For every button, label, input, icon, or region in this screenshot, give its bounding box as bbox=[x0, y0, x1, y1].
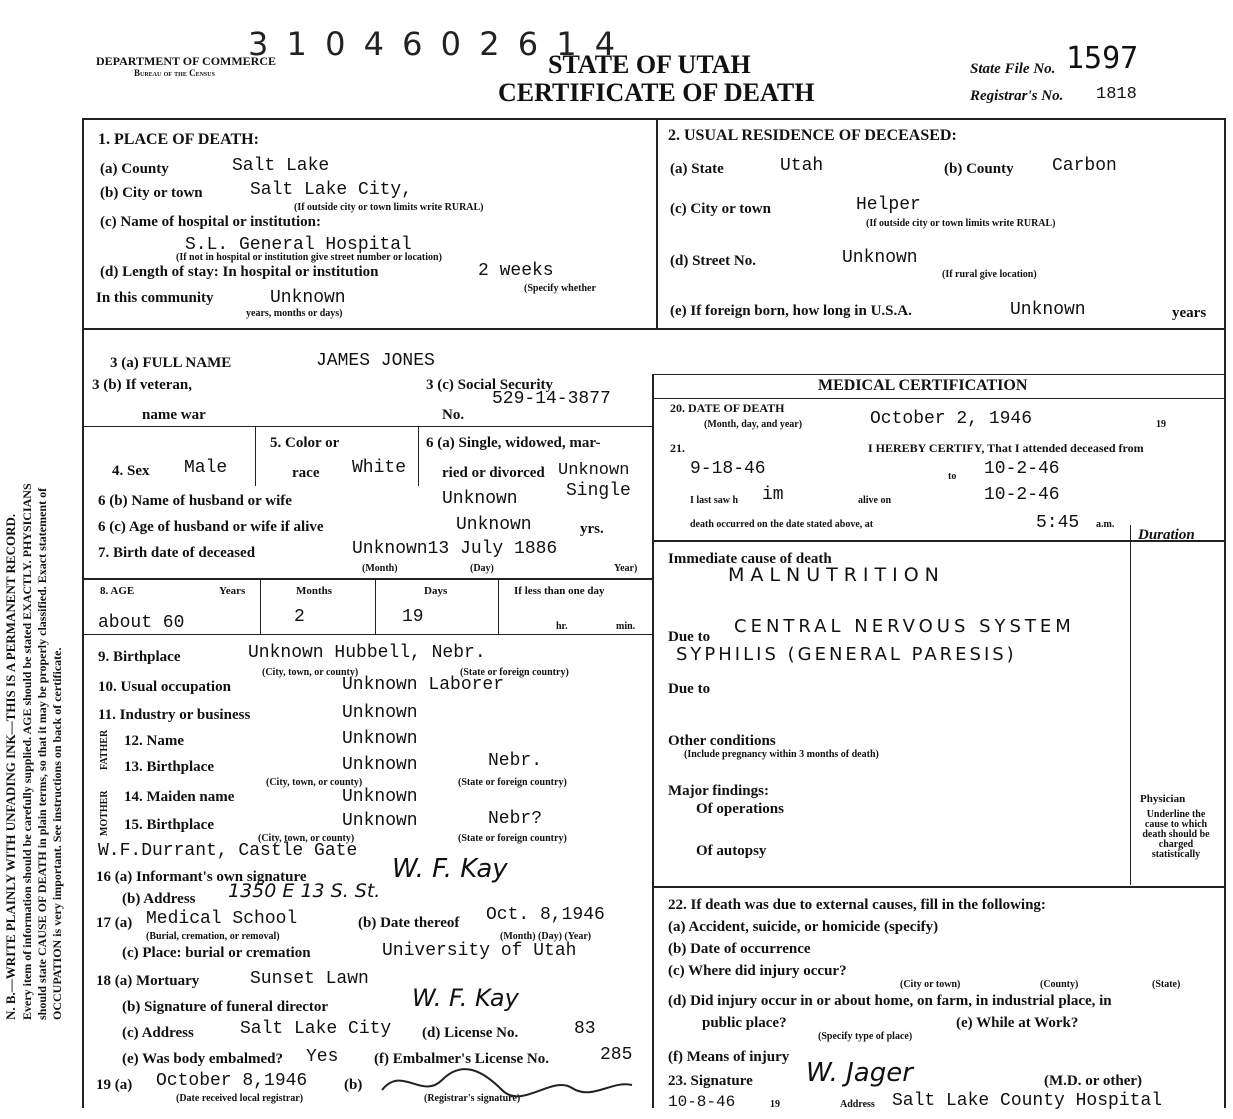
mortuary-label: 18 (a) Mortuary bbox=[96, 973, 200, 989]
pod-county-value: Salt Lake bbox=[232, 156, 330, 176]
medical-cert-heading: MEDICAL CERTIFICATION bbox=[818, 377, 1028, 394]
pod-stay-value: 2 weeks bbox=[478, 261, 554, 281]
other-conditions-note: (Include pregnancy within 3 months of death) bbox=[684, 749, 879, 760]
father-bp-city-note: (City, town, or county) bbox=[266, 777, 363, 788]
signature-label: 23. Signature bbox=[668, 1073, 753, 1089]
registrar-signature bbox=[372, 1060, 642, 1110]
ssn-no-label: No. bbox=[442, 407, 465, 423]
external-f: (f) Means of injury bbox=[668, 1049, 790, 1065]
certify-text: I HEREBY CERTIFY, That I attended deceased from bbox=[868, 441, 1144, 455]
age-months-value: 2 bbox=[294, 607, 305, 627]
spouse-age-value: Unknown bbox=[456, 515, 532, 535]
age-label: 8. AGE bbox=[100, 585, 135, 597]
external-d: (d) Did injury occur in or about home, on farm, in industrial place, in bbox=[668, 993, 1112, 1009]
marital-label-2: ried or divorced bbox=[442, 465, 545, 481]
pod-city-label: (b) City or town bbox=[100, 185, 203, 201]
mother-birthplace-value: Unknown bbox=[342, 811, 418, 831]
burial-place-label: (c) Place: burial or cremation bbox=[122, 945, 311, 961]
pod-hospital-note: (If not in hospital or institution give street number or location) bbox=[176, 252, 442, 263]
embalmed-label: (e) Was body embalmed? bbox=[122, 1051, 283, 1067]
birthplace-label: 9. Birthplace bbox=[98, 649, 181, 665]
due-to-value-1: CENTRAL NERVOUS SYSTEM bbox=[734, 616, 1075, 637]
funeral-address-value: Salt Lake City bbox=[240, 1019, 392, 1039]
death-date-19: 19 bbox=[1156, 419, 1166, 430]
side-instruction-3: should state CAUSE OF DEATH in plain terms, so that it may be properly classified. Exact statement of bbox=[35, 487, 49, 1020]
birth-date-value: Unknown13 July 1886 bbox=[352, 539, 558, 559]
major-findings-label: Major findings: bbox=[668, 783, 769, 799]
full-name-value: JAMES JONES bbox=[316, 351, 435, 371]
marital-label: 6 (a) Single, widowed, mar- bbox=[426, 435, 601, 451]
res-foreign-value: Unknown bbox=[1010, 300, 1086, 320]
signature-date: 10-8-46 bbox=[668, 1093, 736, 1111]
age-days-col: Days bbox=[424, 585, 448, 597]
res-city-label: (c) City or town bbox=[670, 201, 771, 217]
embalmer-license-label: (f) Embalmer's License No. bbox=[374, 1051, 549, 1067]
certificate-stamp-number: 3 1 0 4 6 0 2 6 1 4 bbox=[248, 25, 620, 63]
immediate-cause-label: Immediate cause of death bbox=[668, 551, 832, 567]
informant-address-label: (b) Address bbox=[122, 891, 196, 907]
birth-year-note: Year) bbox=[614, 563, 638, 574]
full-name-label: 3 (a) FULL NAME bbox=[110, 355, 232, 371]
father-birthplace-state: Nebr. bbox=[488, 751, 543, 771]
death-date-value: October 2, 1946 bbox=[870, 409, 1033, 429]
md-other-label: (M.D. or other) bbox=[1044, 1073, 1143, 1089]
name-war-label: name war bbox=[142, 407, 206, 423]
birth-date-label: 7. Birth date of deceased bbox=[98, 545, 256, 561]
informant-sig-label: 16 (a) Informant's own signature bbox=[96, 869, 307, 885]
pod-city-value: Salt Lake City, bbox=[250, 180, 413, 200]
ssn-label: 3 (c) Social Security bbox=[426, 377, 554, 393]
age-min-label: min. bbox=[616, 621, 636, 632]
alive-on-label: alive on bbox=[858, 495, 892, 506]
pod-community-value: Unknown bbox=[270, 288, 346, 308]
due-to-label-2: Due to bbox=[668, 681, 711, 697]
embalmed-value: Yes bbox=[306, 1047, 339, 1067]
dept-label: DEPARTMENT OF COMMERCE bbox=[96, 54, 277, 68]
last-saw-him: im bbox=[762, 485, 784, 505]
external-c: (c) Where did injury occur? bbox=[668, 963, 847, 979]
external-d2: public place? bbox=[702, 1015, 787, 1031]
external-county-note: (County) bbox=[1040, 979, 1079, 990]
age-years-value: about 60 bbox=[98, 613, 185, 633]
yrs-label: yrs. bbox=[580, 521, 604, 537]
physician-note: Physician bbox=[1140, 793, 1186, 805]
race-value: White bbox=[352, 458, 407, 478]
burial-note: (Burial, cremation, or removal) bbox=[146, 931, 280, 942]
death-date-label: 20. DATE OF DEATH bbox=[670, 401, 785, 415]
residence-heading: 2. USUAL RESIDENCE OF DECEASED: bbox=[668, 127, 957, 144]
mother-side-label: MOTHER bbox=[99, 790, 110, 836]
spouse-value: Unknown bbox=[442, 489, 518, 509]
other-conditions-label: Other conditions bbox=[668, 733, 776, 749]
father-bp-state-note: (State or foreign country) bbox=[458, 777, 567, 788]
state-file-number: 1597 bbox=[1066, 41, 1139, 76]
res-street-note: (If rural give location) bbox=[942, 269, 1037, 280]
license-label: (d) License No. bbox=[422, 1025, 519, 1041]
informant-typed-name: W.F.Durrant, Castle Gate bbox=[98, 841, 358, 861]
mother-name-label: 14. Maiden name bbox=[124, 789, 235, 805]
death-time: 5:45 bbox=[1036, 513, 1080, 533]
cert-address-value: Salt Lake County Hospital bbox=[892, 1091, 1163, 1111]
pod-specify-note: (Specify whether bbox=[524, 283, 596, 294]
embalmer-license-value: 285 bbox=[600, 1045, 633, 1065]
last-saw-date: 10-2-46 bbox=[984, 485, 1060, 505]
pod-city-note: (If outside city or town limits write RURAL) bbox=[294, 202, 484, 213]
birthplace-city-note: (City, town, or county) bbox=[262, 667, 359, 678]
attended-to-label: to bbox=[948, 471, 957, 482]
signature-19: 19 bbox=[770, 1099, 780, 1110]
industry-label: 11. Industry or business bbox=[98, 707, 251, 723]
external-a: (a) Accident, suicide, or homicide (specify) bbox=[668, 919, 939, 935]
death-date-note: (Month, day, and year) bbox=[704, 419, 803, 430]
res-state-value: Utah bbox=[780, 156, 824, 176]
birth-day-note: (Day) bbox=[470, 563, 494, 574]
autopsy-label: Of autopsy bbox=[696, 843, 767, 859]
state-file-label: State File No. bbox=[970, 61, 1056, 77]
certify-num: 21. bbox=[670, 441, 685, 455]
res-city-note: (If outside city or town limits write RURAL) bbox=[866, 218, 1056, 229]
attended-from: 9-18-46 bbox=[690, 459, 766, 479]
date-thereof-value: Oct. 8,1946 bbox=[486, 905, 605, 925]
pod-county-label: (a) County bbox=[100, 161, 169, 177]
marital-value: Unknown bbox=[558, 461, 630, 480]
side-instruction-4: OCCUPATION is very important. See instructions on back of certificate. bbox=[50, 647, 64, 1020]
occupation-value: Unknown Laborer bbox=[342, 675, 505, 695]
res-county-value: Carbon bbox=[1052, 156, 1117, 176]
informant-address-value: 1350 E 13 S. St. bbox=[228, 880, 381, 902]
received-b-label: (b) bbox=[344, 1077, 363, 1093]
physician-signature: W. Jager bbox=[806, 1058, 913, 1088]
received-label: 19 (a) bbox=[96, 1077, 133, 1093]
underline-note: Underline the cause to which death should be charged statistically bbox=[1142, 809, 1210, 860]
disposition-label: 17 (a) bbox=[96, 915, 133, 931]
license-value: 83 bbox=[574, 1019, 596, 1039]
mortuary-value: Sunset Lawn bbox=[250, 969, 369, 989]
res-city-value: Helper bbox=[856, 195, 921, 215]
attended-to: 10-2-46 bbox=[984, 459, 1060, 479]
color-label: 5. Color or bbox=[270, 435, 340, 451]
registrar-number: 1818 bbox=[1096, 85, 1137, 104]
side-instruction-1: N. B.—WRITE PLAINLY WITH UNFADING INK—THIS IS A PERMANENT RECORD. bbox=[3, 513, 18, 1020]
received-value: October 8,1946 bbox=[156, 1071, 308, 1091]
res-foreign-label: (e) If foreign born, how long in U.S.A. bbox=[670, 303, 912, 319]
date-thereof-label: (b) Date thereof bbox=[358, 915, 460, 931]
industry-value: Unknown bbox=[342, 703, 418, 723]
res-state-label: (a) State bbox=[670, 161, 724, 177]
mother-birthplace-label: 15. Birthplace bbox=[124, 817, 214, 833]
occupation-label: 10. Usual occupation bbox=[98, 679, 231, 695]
external-specify-place: (Specify type of place) bbox=[818, 1031, 913, 1042]
external-state-note: (State) bbox=[1152, 979, 1181, 990]
burial-place-value: University of Utah bbox=[382, 941, 577, 961]
certificate-title: CERTIFICATE OF DEATH bbox=[498, 78, 815, 107]
mother-birthplace-state: Nebr? bbox=[488, 809, 543, 829]
age-hr-label: hr. bbox=[556, 621, 568, 632]
pod-stay-label: (d) Length of stay: In hospital or institution bbox=[100, 264, 379, 280]
death-ampm: a.m. bbox=[1096, 519, 1115, 530]
sex-label: 4. Sex bbox=[112, 463, 150, 479]
bureau-label: Bureau of the Census bbox=[134, 68, 215, 78]
res-street-label: (d) Street No. bbox=[670, 253, 756, 269]
operations-label: Of operations bbox=[696, 801, 784, 817]
pod-community-note: years, months or days) bbox=[246, 308, 343, 319]
funeral-address-label: (c) Address bbox=[122, 1025, 194, 1041]
birthplace-value: Unknown Hubbell, Nebr. bbox=[248, 643, 486, 663]
age-days-value: 19 bbox=[402, 607, 424, 627]
funeral-director-signature: W. F. Kay bbox=[412, 984, 519, 1012]
external-e: (e) While at Work? bbox=[956, 1015, 1079, 1031]
father-name-label: 12. Name bbox=[124, 733, 184, 749]
spouse-label: 6 (b) Name of husband or wife bbox=[98, 493, 292, 509]
last-saw-label: I last saw h bbox=[690, 495, 739, 506]
age-months-col: Months bbox=[296, 585, 333, 597]
mother-bp-city-note: (City, town, or county) bbox=[258, 833, 355, 844]
father-birthplace-label: 13. Birthplace bbox=[124, 759, 214, 775]
external-b: (b) Date of occurrence bbox=[668, 941, 811, 957]
marital-handwritten: Single bbox=[566, 481, 631, 501]
res-street-value: Unknown bbox=[842, 248, 918, 268]
pod-hospital-value: S.L. General Hospital bbox=[185, 235, 412, 255]
age-years-col: Years bbox=[219, 585, 246, 597]
mother-name-value: Unknown bbox=[342, 787, 418, 807]
cert-address-label: Address bbox=[840, 1099, 875, 1110]
received-note: (Date received local registrar) bbox=[176, 1093, 304, 1104]
veteran-label: 3 (b) If veteran, bbox=[92, 377, 192, 393]
side-instruction-2: Every item of information should be carefully supplied. AGE should be stated EXACTLY. PHYSICIANS bbox=[20, 483, 34, 1020]
death-occurred-label: death occurred on the date stated above, at bbox=[690, 519, 874, 530]
mdy-note: (Month) (Day) (Year) bbox=[500, 931, 592, 942]
sex-value: Male bbox=[184, 458, 228, 478]
due-to-label-1: Due to bbox=[668, 629, 711, 645]
informant-signature: W. F. Kay bbox=[392, 854, 508, 884]
registrar-label: Registrar's No. bbox=[970, 88, 1064, 104]
registrar-sig-note: (Registrar's signature) bbox=[424, 1093, 521, 1104]
disposition-value: Medical School bbox=[146, 909, 298, 929]
due-to-value-1b: SYPHILIS (GENERAL PARESIS) bbox=[676, 644, 1017, 665]
res-years-label: years bbox=[1172, 305, 1207, 321]
state-title: STATE OF UTAH bbox=[548, 50, 751, 79]
spouse-age-label: 6 (c) Age of husband or wife if alive bbox=[98, 519, 324, 535]
birth-month-note: (Month) bbox=[362, 563, 398, 574]
res-county-label: (b) County bbox=[944, 161, 1014, 177]
external-city-note: (City or town) bbox=[900, 979, 961, 990]
age-lessday-col: If less than one day bbox=[514, 585, 605, 597]
father-birthplace-value: Unknown bbox=[342, 755, 418, 775]
father-side-label: FATHER bbox=[99, 729, 110, 770]
duration-heading: Duration bbox=[1138, 527, 1195, 543]
external-heading: 22. If death was due to external causes, fill in the following: bbox=[668, 897, 1046, 913]
place-of-death-heading: 1. PLACE OF DEATH: bbox=[98, 131, 259, 148]
race-label: race bbox=[292, 465, 320, 481]
funeral-director-sig-label: (b) Signature of funeral director bbox=[122, 999, 329, 1015]
immediate-cause-value: MALNUTRITION bbox=[728, 564, 945, 586]
pod-community-label: In this community bbox=[96, 290, 214, 306]
ssn-value: 529-14-3877 bbox=[492, 389, 611, 409]
pod-hospital-label: (c) Name of hospital or institution: bbox=[100, 214, 321, 230]
father-name-value: Unknown bbox=[342, 729, 418, 749]
mother-bp-state-note: (State or foreign country) bbox=[458, 833, 567, 844]
birthplace-state-note: (State or foreign country) bbox=[460, 667, 569, 678]
